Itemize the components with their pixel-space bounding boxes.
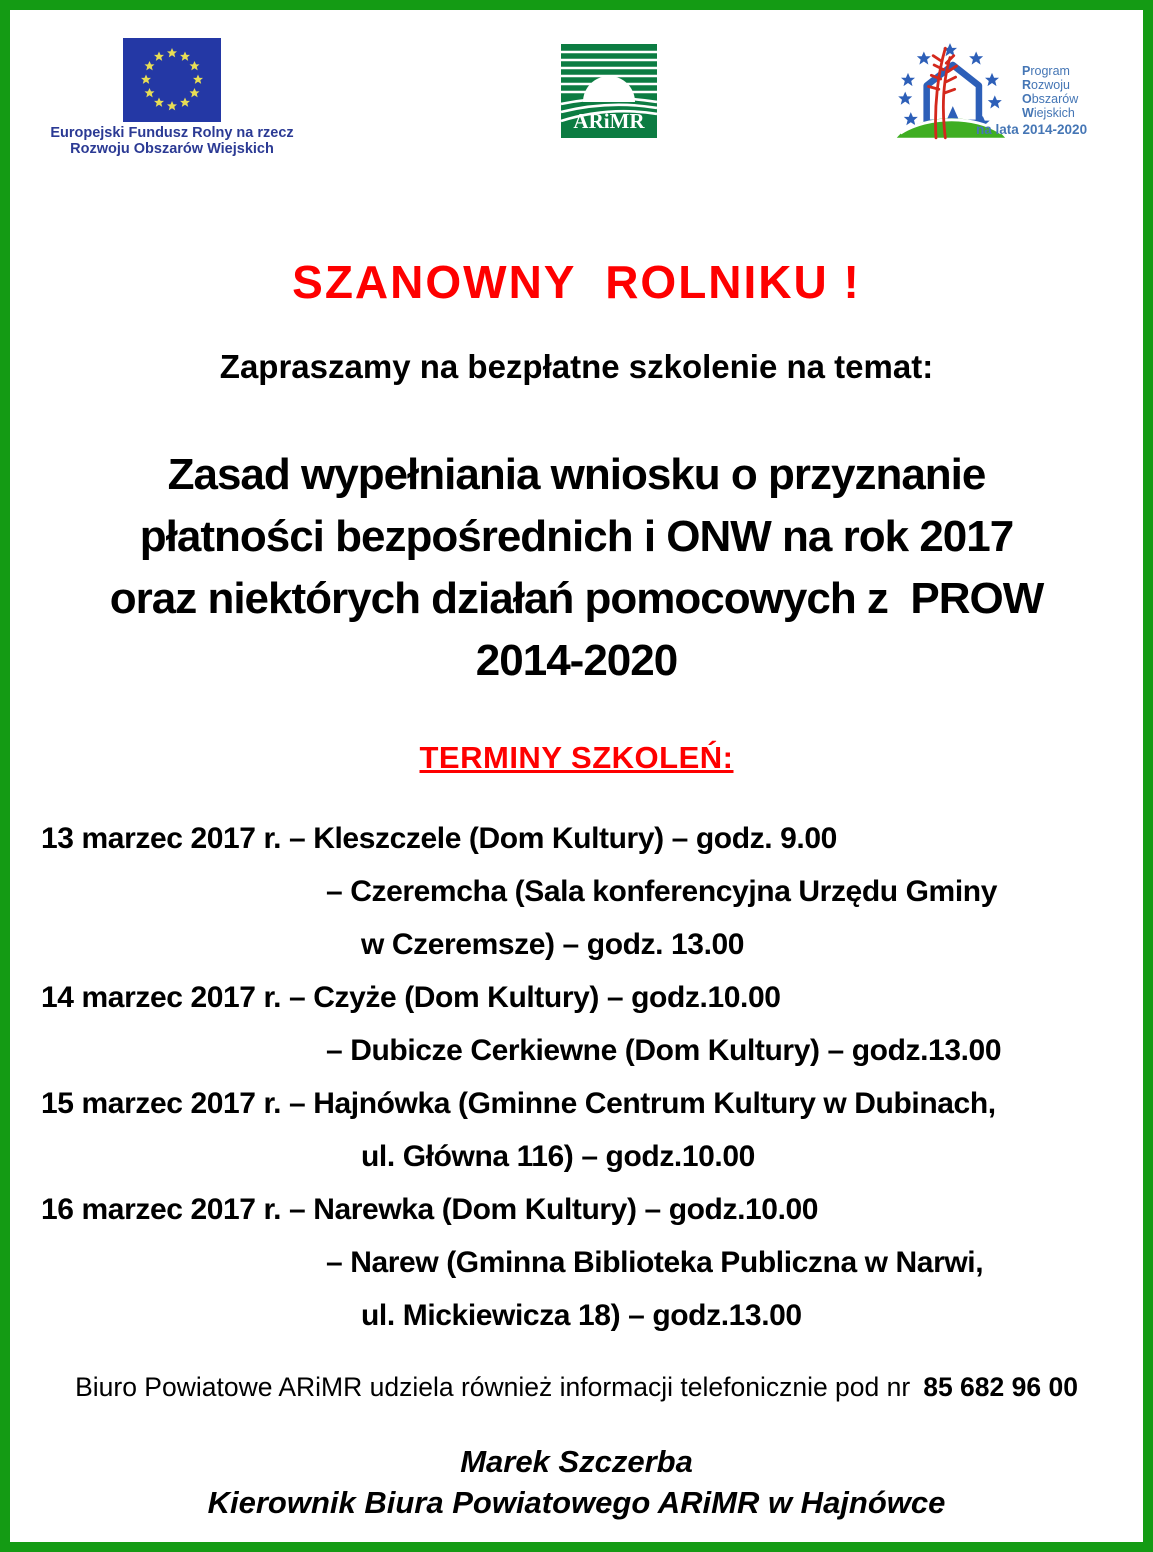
prow-line <box>1022 78 1087 92</box>
contact-info <box>33 1372 1120 1403</box>
training-title <box>33 444 1120 692</box>
schedule-line: – Narew (Gminna Biblioteka Publiczna w Narwi, <box>326 1246 984 1279</box>
signature-role: Kierownik Biura Powiatowego ARiMR w Hajnówce <box>207 1485 946 1520</box>
main-heading: SZANOWNY ROLNIKU ! <box>292 256 861 308</box>
arimr-logo-label: ARiMR <box>572 109 645 133</box>
invite-text: Zapraszamy na bezpłatne szkolenie na temat: <box>219 348 934 385</box>
signature-name: Marek Szczerba <box>460 1444 693 1479</box>
schedule-line: w Czeremsze) – godz. 13.00 <box>361 928 745 961</box>
schedule-line: – Czeremcha (Sala konferencyjna Urzędu Gminy <box>326 875 997 908</box>
schedule-line: – Dubicze Cerkiewne (Dom Kultury) – godz.13.00 <box>326 1034 1002 1067</box>
prow-line-initial: W <box>1022 106 1034 120</box>
logos-row <box>33 30 1120 158</box>
prow-line-initial: O <box>1022 92 1032 106</box>
prow-line-rest: bszarów <box>1031 92 1079 106</box>
prow-logo <box>880 38 1110 148</box>
prow-line-rest: rogram <box>1030 64 1070 78</box>
prow-line-rest: ozwoju <box>1031 78 1070 92</box>
prow-line-rest: iejskich <box>1033 106 1075 120</box>
eu-caption-line2: Rozwoju Obszarów Wiejskich <box>70 141 274 157</box>
prow-line <box>1022 64 1087 78</box>
arimr-logo-icon <box>561 44 657 138</box>
schedule-line: 16 marzec 2017 r. – Narewka (Dom Kultury) – godz.10.00 <box>41 1193 819 1226</box>
eu-flag-icon <box>123 38 221 122</box>
schedule-line: 14 marzec 2017 r. – Czyże (Dom Kultury) – godz.10.00 <box>41 981 781 1014</box>
prow-text <box>976 38 1088 137</box>
arimr-logo <box>561 44 657 143</box>
prow-line <box>1022 106 1087 120</box>
eu-caption-line1: Europejski Fundusz Rolny na rzecz <box>50 125 294 141</box>
prow-line <box>1022 92 1087 106</box>
prow-line-initial: R <box>1022 78 1032 92</box>
title-line: płatności bezpośrednich i ONW na rok 2017 <box>139 512 1014 561</box>
schedule-line: 13 marzec 2017 r. – Kleszczele (Dom Kultury) – godz. 9.00 <box>41 822 837 855</box>
schedule-list <box>33 812 1120 1342</box>
title-line: oraz niektórych działań pomocowych z PROW <box>109 574 1044 623</box>
title-line: Zasad wypełniania wniosku o przyznanie <box>167 450 986 499</box>
schedule-line: ul. Mickiewicza 18) – godz.13.00 <box>361 1299 802 1332</box>
schedule-line: ul. Główna 116) – godz.10.00 <box>361 1140 755 1173</box>
contact-text: Biuro Powiatowe ARiMR udziela również informacji telefonicznie pod nr <box>75 1372 911 1402</box>
contact-phone: 85 682 96 00 <box>923 1372 1078 1402</box>
prow-subline: na lata 2014-2020 <box>976 122 1088 137</box>
prow-line-initial: P <box>1022 64 1031 78</box>
schedule-line: 15 marzec 2017 r. – Hajnówka (Gminne Centrum Kultury w Dubinach, <box>41 1087 996 1120</box>
schedule-heading: TERMINY SZKOLEŃ: <box>419 740 734 775</box>
eu-funding-logo <box>47 38 297 157</box>
title-line: 2014-2020 <box>475 636 678 685</box>
eu-caption <box>50 125 293 157</box>
